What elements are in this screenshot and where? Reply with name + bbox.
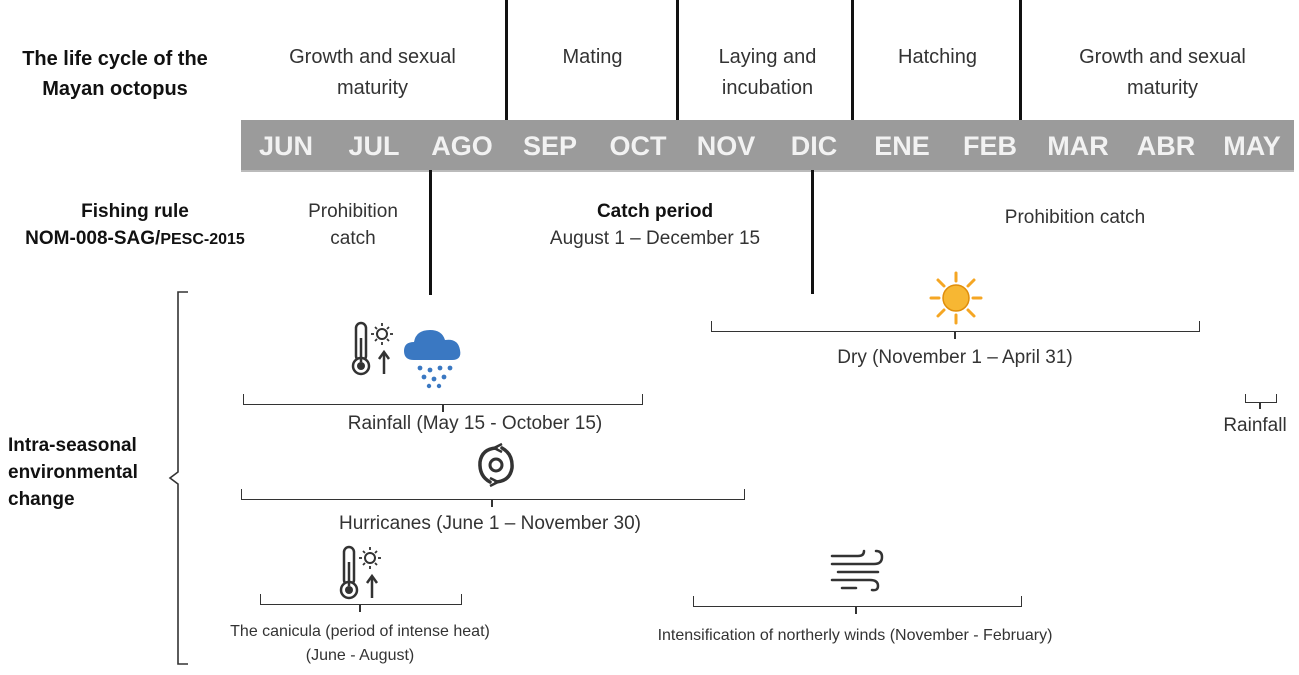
stage-laying: Laying and incubation [718, 46, 817, 99]
rainfall-label: Rainfall (May 15 - October 15) [347, 413, 603, 434]
hurricanes-brace-tick [491, 499, 493, 507]
rainfall-short-label: Rainfall [1223, 415, 1287, 436]
winds-brace [693, 596, 1022, 607]
stage-divider [505, 0, 508, 122]
month-may: MAY [1223, 131, 1281, 161]
canicula-brace-tick [359, 604, 361, 612]
month-ene: ENE [874, 131, 930, 161]
canicula-brace [260, 594, 462, 605]
month-abr: ABR [1136, 131, 1196, 161]
dry-label: Dry (November 1 – April 31) [837, 347, 1073, 368]
stage-divider [676, 0, 679, 122]
stage-growth-2: Growth and sexual maturity [1079, 46, 1246, 99]
stage-mating: Mating [562, 46, 623, 68]
month-feb: FEB [963, 131, 1017, 161]
rainfall-short-brace [1245, 394, 1277, 403]
prohibition-catch-1: Prohibition catch [308, 201, 398, 249]
canicula-label: The canicula (period of intense heat) (June - August) [230, 623, 490, 664]
dry-brace [711, 321, 1200, 332]
catch-end-line [811, 170, 814, 294]
sun-icon [928, 270, 984, 326]
month-nov: NOV [696, 131, 756, 161]
winds-brace-tick [855, 606, 857, 614]
thermometer-heat-icon [350, 320, 396, 378]
month-mar: MAR [1047, 131, 1109, 161]
winds-label: Intensification of northerly winds (November - February) [657, 627, 1053, 644]
rain-cloud-icon [400, 322, 468, 390]
month-jun: JUN [258, 131, 313, 161]
diagram-title [0, 44, 230, 104]
catch-start-line [429, 170, 432, 295]
environment-bracket [160, 290, 190, 668]
hurricane-icon [474, 440, 518, 490]
month-jul: JUL [348, 131, 400, 161]
catch-period: Catch period August 1 – December 15 [549, 201, 761, 249]
title-line-1: The life cycle of the [22, 48, 208, 70]
dry-brace-tick [954, 331, 956, 339]
stage-divider [1019, 0, 1022, 122]
stage-divider [851, 0, 854, 122]
hurricanes-brace [241, 489, 745, 500]
environment-label: Intra-seasonal environmental change [8, 435, 138, 510]
stage-growth-1: Growth and sexual maturity [289, 46, 456, 99]
prohibition-catch-2: Prohibition catch [1004, 207, 1146, 228]
month-sep: SEP [522, 131, 578, 161]
fishing-rule-label: Fishing rule NOM-008-SAG/PESC-2015 [25, 201, 245, 249]
month-oct: OCT [609, 131, 667, 161]
month-dic: DIC [790, 131, 838, 161]
month-ago: AGO [431, 131, 493, 161]
title-line-2: Mayan octopus [42, 78, 188, 100]
rainfall-short-brace-tick [1259, 402, 1261, 409]
wind-icon [828, 548, 890, 592]
hurricanes-label: Hurricanes (June 1 – November 30) [338, 513, 642, 534]
stage-hatching: Hatching [898, 46, 977, 68]
